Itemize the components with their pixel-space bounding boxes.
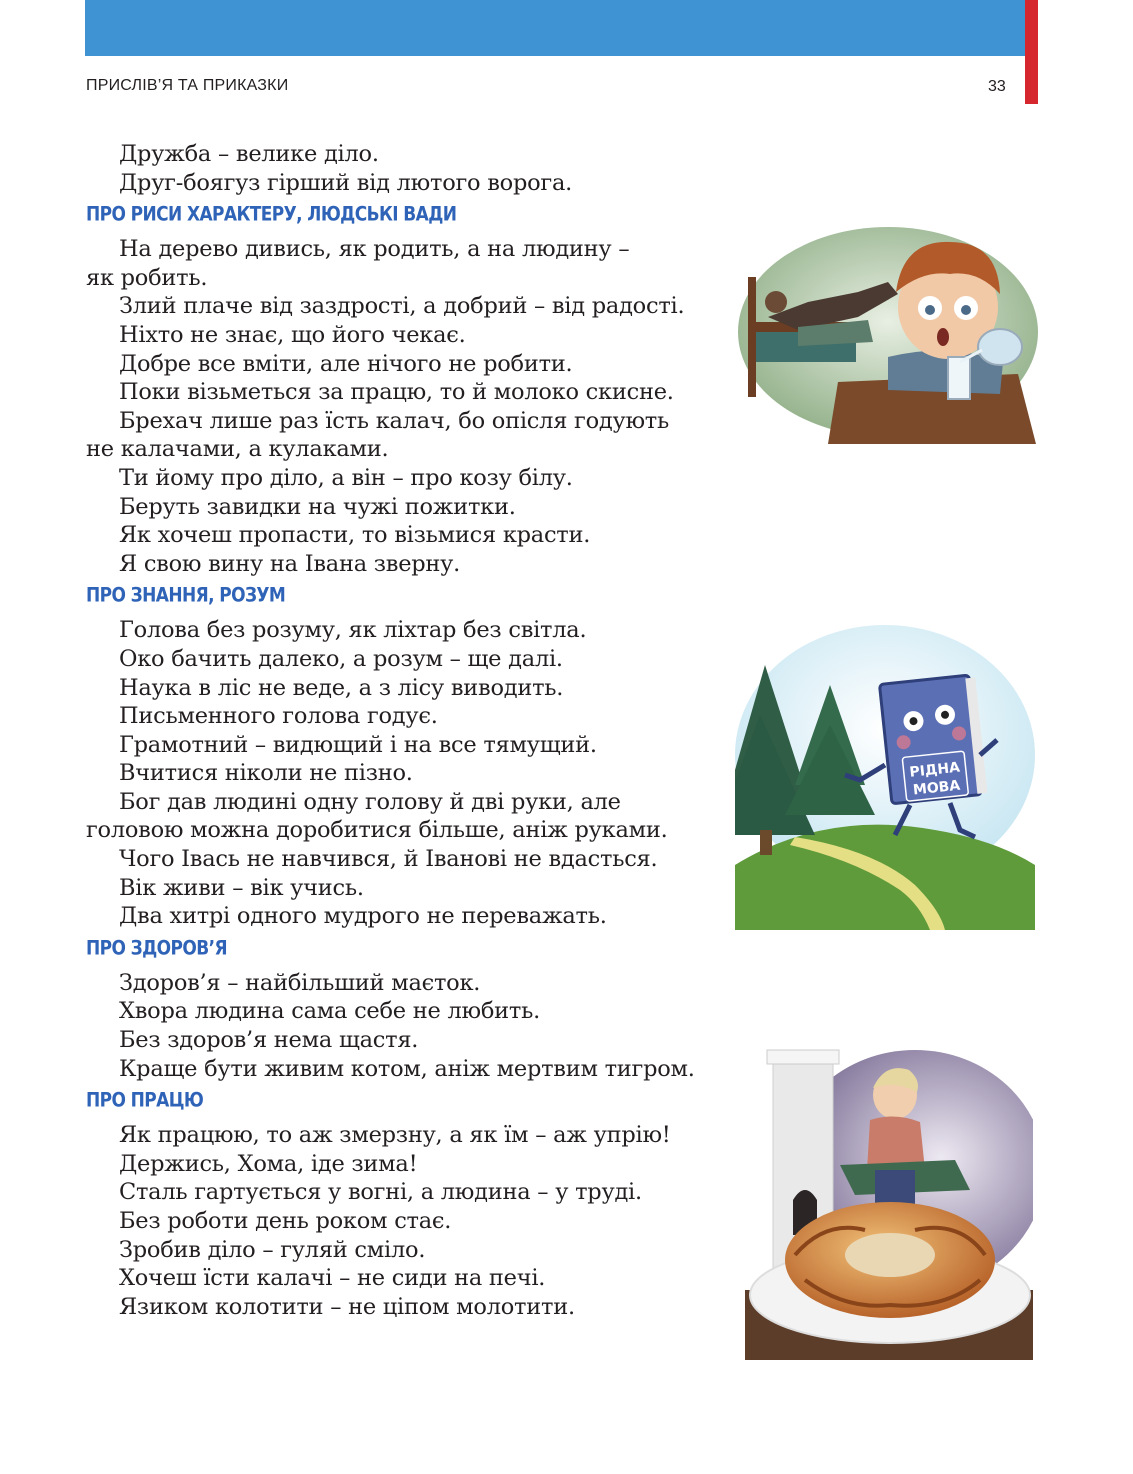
proverb-line: головою можна доробитися більше, аніж руками.: [86, 817, 668, 844]
proverb-line: Поки візьметься за працю, то й молоко скисне.: [119, 379, 674, 406]
walking-book-illustration: [735, 625, 1035, 930]
proverb-line: Ніхто не знає, що його чекає.: [119, 321, 466, 348]
svg-text:РІДНА: РІДНА: [908, 759, 961, 781]
proverb-line: Наука в ліс не веде, а з лісу виводить.: [119, 674, 564, 701]
proverb-line: Вчитися ніколи не пізно.: [119, 760, 413, 787]
proverb-line: Без роботи день роком стає.: [119, 1208, 452, 1234]
proverb-line: Око бачить далеко, а розум – ще далі.: [119, 645, 563, 672]
section-heading-knowledge: ПРО ЗНАННЯ, РОЗУМ: [86, 584, 286, 608]
proverb-line: Добре все вміти, але нічого не робити.: [119, 350, 573, 377]
boy-with-milk-illustration: [738, 222, 1038, 447]
proverb-line: Язиком колотити – не ціпом молотити.: [119, 1293, 575, 1320]
kalach-on-stove-illustration: [745, 1040, 1033, 1360]
proverb-line: Хвора людина сама себе не любить.: [119, 998, 540, 1025]
proverb-line: Сталь гартується у вогні, а людина – у труді.: [119, 1179, 642, 1206]
proverb-line: Злий плаче від заздрості, а добрий – від радості.: [119, 293, 685, 320]
proverb-line: Бог дав людині одну голову й дві руки, але: [119, 788, 621, 815]
proverb-line: Чого Івась не навчився, й Іванові не вдасться.: [119, 846, 658, 873]
proverb-line: Друг-боягуз гірший від лютого ворога.: [119, 169, 573, 196]
svg-text:МОВА: МОВА: [912, 777, 961, 799]
running-head: ПРИСЛІВ’Я ТА ПРИКАЗКИ: [86, 77, 289, 94]
proverb-line: Голова без розуму, як ліхтар без світла.: [119, 617, 587, 644]
page-number: 33: [988, 78, 1006, 95]
red-accent-strip: [1025, 0, 1038, 104]
proverb-line: Держись, Хома, іде зима!: [119, 1150, 418, 1177]
proverb-line: На дерево дивись, як родить, а на людину –: [119, 236, 630, 263]
proverb-line: Дружба – велике діло.: [119, 141, 379, 167]
proverb-line: Я свою вину на Івана зверну.: [119, 550, 461, 577]
proverb-line: Вік живи – вік учись.: [119, 874, 364, 901]
proverb-line: Краще бути живим котом, аніж мертвим тигром.: [119, 1055, 695, 1082]
section-heading-health: ПРО ЗДОРОВ’Я: [86, 937, 227, 961]
proverb-line: Беруть завидки на чужі пожитки.: [119, 493, 516, 520]
section-heading-character: ПРО РИСИ ХАРАКТЕРУ, ЛЮДСЬКІ ВАДИ: [86, 203, 457, 227]
proverb-line: Ти йому про діло, а він – про козу білу.: [119, 464, 573, 491]
proverb-line: Зробив діло – гуляй сміло.: [119, 1236, 426, 1263]
proverb-line: не калачами, а кулаками.: [86, 436, 389, 463]
proverb-line: Як хочеш пропасти, то візьмися красти.: [119, 522, 591, 549]
proverbs-text: [86, 140, 746, 1321]
proverb-line: як робить.: [86, 264, 208, 291]
proverb-line: Два хитрі одного мудрого не переважать.: [119, 903, 607, 930]
proverb-line: Як працюю, то аж змерзну, а як їм – аж упрію!: [119, 1122, 671, 1149]
proverb-line: Брехач лише раз їсть калач, бо опісля годують: [119, 407, 669, 434]
proverb-line: Без здоров’я нема щастя.: [119, 1027, 419, 1054]
proverb-line: Грамотний – видющий і на все тямущий.: [119, 731, 597, 758]
proverb-line: Здоров’я – найбільший маєток.: [119, 969, 481, 996]
proverb-line: Письменного голова годує.: [119, 703, 438, 730]
section-heading-work: ПРО ПРАЦЮ: [86, 1089, 204, 1113]
proverb-line: Хочеш їсти калачі – не сиди на печі.: [119, 1265, 546, 1292]
top-color-band: [85, 0, 1025, 56]
